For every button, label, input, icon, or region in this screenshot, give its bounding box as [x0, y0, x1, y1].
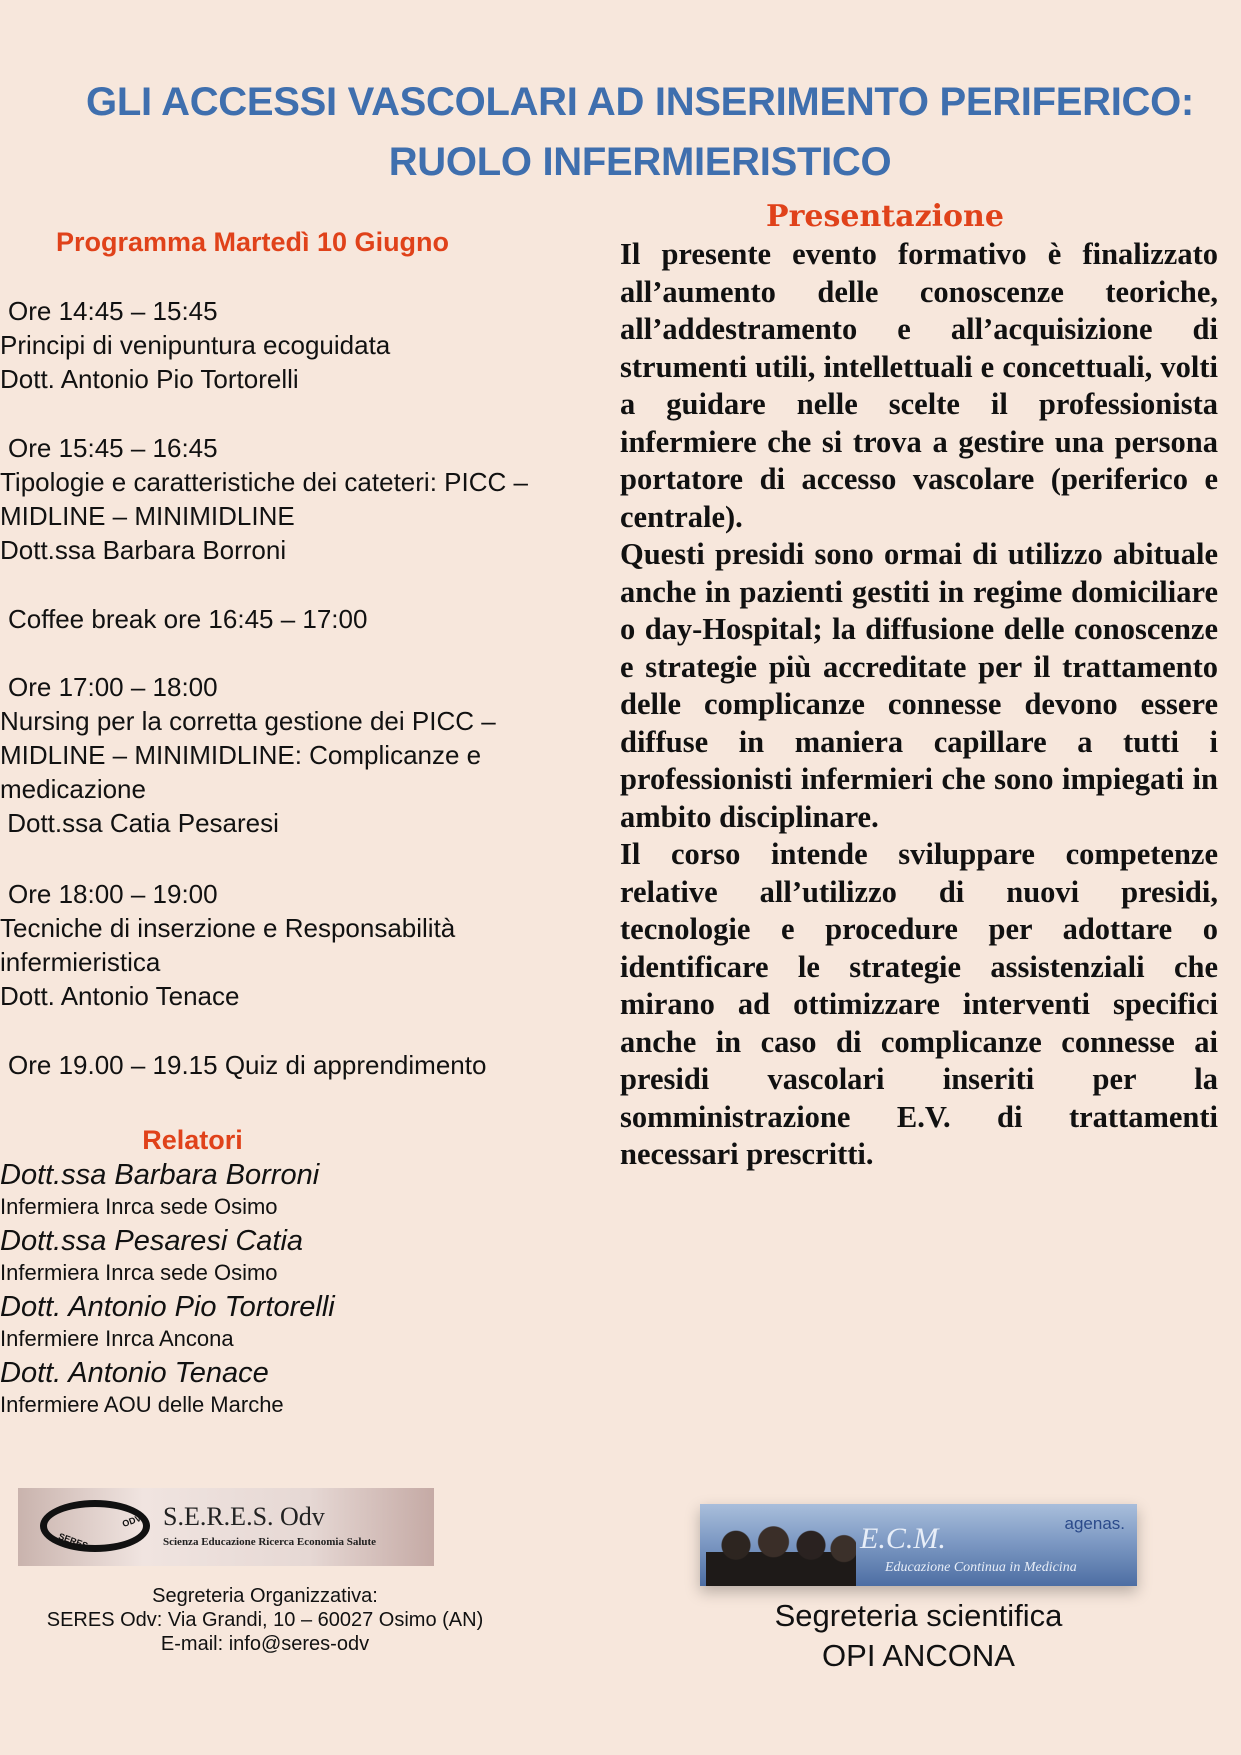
emblem-text-left: SERES — [57, 1531, 90, 1551]
session-1 — [0, 294, 600, 396]
presentation-column — [620, 198, 1218, 1174]
session-line: Tecniche di inserzione e Responsabilità — [0, 913, 456, 943]
speaker-role: Infermiere AOU delle Marche — [0, 1392, 284, 1417]
session-line: MIDLINE – MINIMIDLINE: Complicanze e — [0, 740, 482, 770]
session-time: Ore 15:45 – 16:45 — [8, 433, 218, 463]
session-line: Dott.ssa Catia Pesaresi — [0, 808, 279, 838]
session-line: Dott. Antonio Pio Tortorelli — [0, 364, 299, 394]
org-email: E-mail: info@seres-odv — [160, 1633, 370, 1655]
sci-line: OPI ANCONA — [822, 1638, 1015, 1673]
people-group-icon — [706, 1518, 856, 1586]
speakers-heading: Relatori — [142, 1125, 243, 1155]
title-line-2: RUOLO INFERMIERISTICO — [388, 140, 892, 184]
ecm-logo — [700, 1504, 1137, 1586]
speaker-name: Dott.ssa Pesaresi Catia — [0, 1225, 304, 1257]
presentation-paragraph: Il corso intende sviluppare competenze relative all’utilizzo di nuovi presidi, tecnologie e procedure per adottare o identificare le strategie assistenziali che mirano ad ottimizzare interventi specifici anche in caso di complicanze connesse ai presidi vascolari inseriti per la somministrazione E.V. di trattamenti necessari prescritti. — [620, 837, 1218, 1171]
speaker-name: Dott. Antonio Tenace — [0, 1357, 269, 1389]
speakers-list — [0, 1157, 335, 1421]
seres-logo — [18, 1488, 434, 1566]
session-4 — [0, 877, 600, 1013]
session-line: MIDLINE – MINIMIDLINE — [0, 501, 295, 531]
presentation-body — [620, 236, 1218, 1174]
speaker-item — [0, 1289, 335, 1353]
session-time: Ore 18:00 – 19:00 — [8, 879, 218, 909]
session-time: Coffee break ore 16:45 – 17:00 — [8, 604, 368, 634]
quiz-session — [0, 1048, 600, 1082]
coffee-break — [0, 602, 600, 636]
agenas-logo: agenas. — [1064, 1514, 1125, 1533]
presentation-paragraph: Il presente evento formativo è finalizzato all’aumento delle conoscenze teoriche, all’addestramento e all’acquisizione di strumenti utili, intellettuali e concettuali, volti a guidare nelle scelte il professionista infermiere che si trova a gestire una persona portatore di accesso vascolare (periferico e centrale). — [620, 237, 1218, 534]
speaker-role: Infermiere Inrca Ancona — [0, 1326, 234, 1351]
session-line: Nursing per la corretta gestione dei PICC – — [0, 706, 496, 736]
ecm-logo-title: E.C.M. — [860, 1522, 946, 1555]
session-line: Dott.ssa Barbara Borroni — [0, 535, 287, 565]
speaker-name: Dott. Antonio Pio Tortorelli — [0, 1291, 335, 1323]
speaker-item — [0, 1157, 335, 1221]
speaker-role: Infermiera Inrca sede Osimo — [0, 1260, 278, 1285]
title-line-1: GLI ACCESSI VASCOLARI AD INSERIMENTO PERIFERICO: — [86, 80, 1194, 124]
org-line: Segreteria Organizzativa: — [152, 1585, 378, 1607]
session-line: Tipologie e caratteristiche dei cateteri: PICC – — [0, 467, 528, 497]
presentation-paragraph: Questi presidi sono ormai di utilizzo abituale anche in pazienti gestiti in regime domiciliare o day-Hospital; la diffusione delle conoscenze e strategie più accreditate per il trattamento delle complicanze connesse devono essere diffuse in maniera capillare a tutti i professionisti infermieri che sono impiegati in ambito disciplinare. — [620, 537, 1218, 834]
session-line: Dott. Antonio Tenace — [0, 981, 240, 1011]
session-3 — [0, 670, 600, 840]
program-heading: Programma Martedì 10 Giugno — [55, 227, 450, 257]
session-time: Ore 19.00 – 19.15 Quiz di apprendimento — [8, 1050, 487, 1080]
session-time: Ore 14:45 – 15:45 — [8, 296, 218, 326]
emblem-text-right: ODV — [120, 1512, 143, 1530]
seres-logo-title: S.E.R.E.S. Odv — [163, 1502, 325, 1531]
speaker-role: Infermiera Inrca sede Osimo — [0, 1194, 278, 1219]
page-title — [40, 72, 1240, 192]
speaker-name: Dott.ssa Barbara Borroni — [0, 1159, 320, 1191]
session-line: Principi di venipuntura ecoguidata — [0, 330, 391, 360]
seres-logo-subtitle: Scienza Educazione Ricerca Economia Salute — [163, 1536, 377, 1548]
ecm-logo-subtitle: Educazione Continua in Medicina — [885, 1560, 1077, 1575]
session-line: medicazione — [0, 774, 146, 804]
speaker-item — [0, 1223, 335, 1287]
session-time: Ore 17:00 – 18:00 — [8, 672, 218, 702]
session-2 — [0, 431, 600, 567]
organizational-secretariat — [0, 1584, 530, 1656]
session-line: infermieristica — [0, 947, 161, 977]
sci-line: Segreteria scientifica — [774, 1598, 1063, 1633]
infinity-emblem-icon — [40, 1500, 150, 1552]
presentation-heading: Presentazione — [766, 199, 1004, 234]
org-line: SERES Odv: Via Grandi, 10 – 60027 Osimo (AN) — [46, 1609, 484, 1631]
speaker-item — [0, 1355, 335, 1419]
scientific-secretariat — [700, 1596, 1137, 1676]
